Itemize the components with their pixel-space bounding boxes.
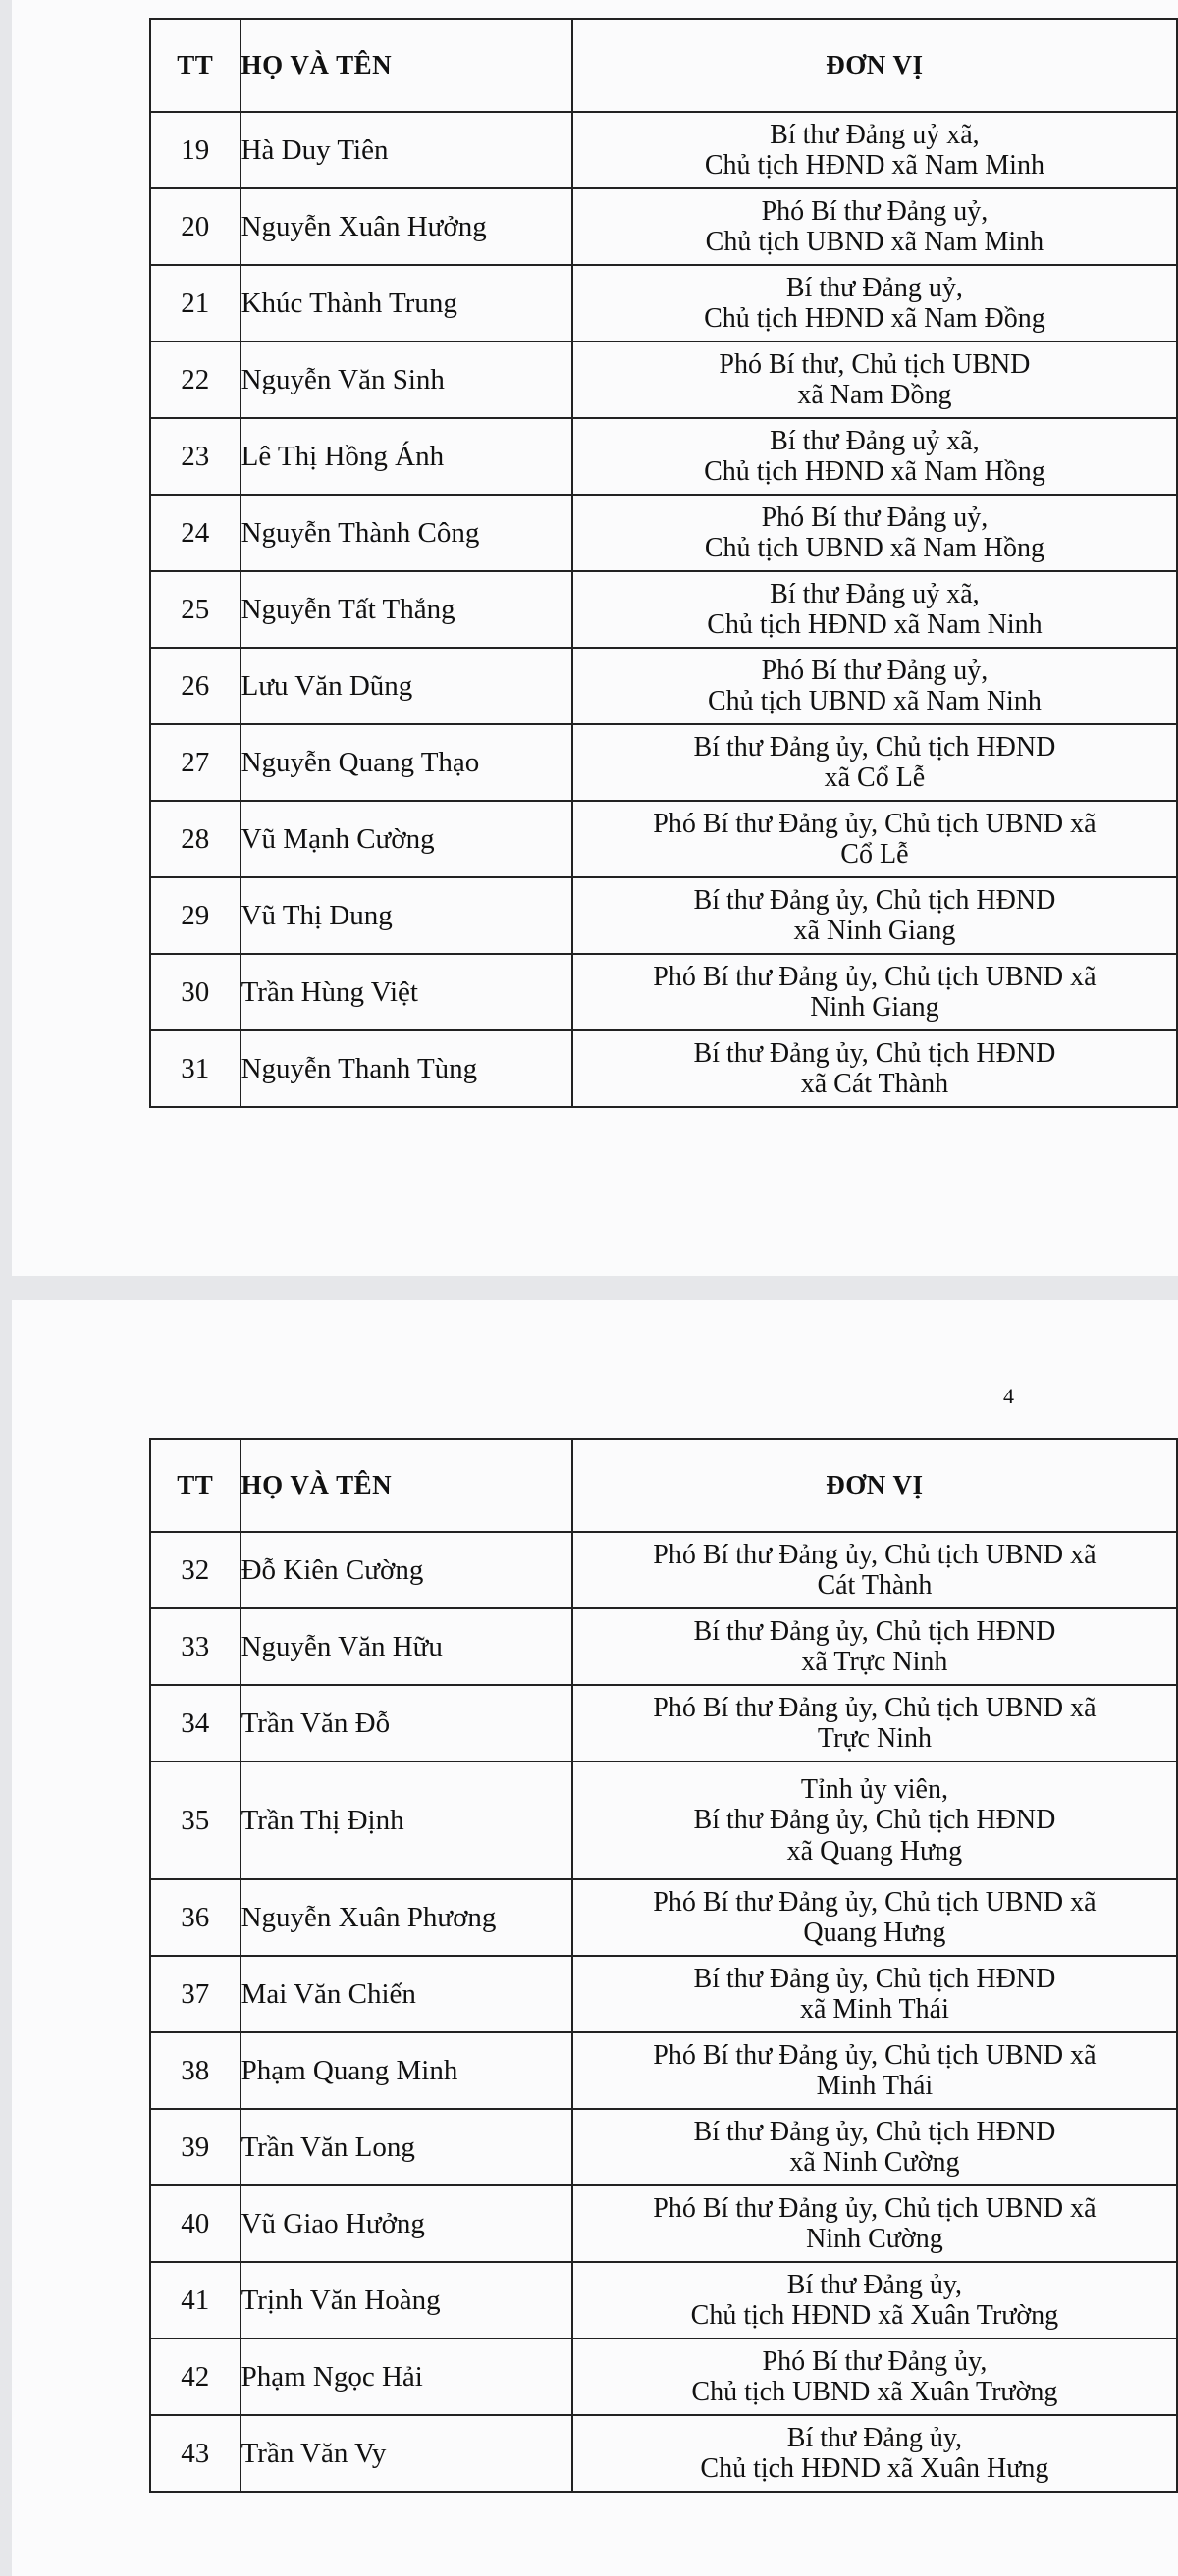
header-tt: TT bbox=[150, 1439, 241, 1532]
unit-line: Phó Bí thư Đảng uỷ, bbox=[761, 195, 989, 227]
table-row bbox=[150, 418, 1177, 495]
full-name: Nguyễn Văn Sinh bbox=[241, 342, 572, 418]
unit-line: xã Ninh Cường bbox=[789, 2147, 960, 2178]
unit-line: xã Trực Ninh bbox=[801, 1647, 948, 1677]
row-number: 31 bbox=[150, 1030, 241, 1107]
table-row bbox=[150, 1761, 1177, 1879]
unit-position bbox=[572, 2262, 1177, 2339]
unit-line: Chủ tịch UBND xã Nam Hồng bbox=[704, 533, 1044, 563]
unit-position bbox=[572, 188, 1177, 265]
unit-line: Cổ Lễ bbox=[840, 839, 909, 869]
unit-line: Chủ tịch HĐND xã Nam Hồng bbox=[704, 456, 1045, 487]
table-row bbox=[150, 342, 1177, 418]
row-number: 23 bbox=[150, 418, 241, 495]
document-page-1 bbox=[12, 0, 1178, 1276]
unit-position bbox=[572, 342, 1177, 418]
full-name: Khúc Thành Trung bbox=[241, 265, 572, 342]
row-number: 22 bbox=[150, 342, 241, 418]
header-tt: TT bbox=[150, 19, 241, 112]
unit-line: Phó Bí thư, Chủ tịch UBND bbox=[719, 348, 1031, 380]
table-row bbox=[150, 1030, 1177, 1107]
full-name: Nguyễn Thanh Tùng bbox=[241, 1030, 572, 1107]
full-name: Nguyễn Xuân Phương bbox=[241, 1879, 572, 1956]
table-row bbox=[150, 2339, 1177, 2415]
row-number: 42 bbox=[150, 2339, 241, 2415]
unit-line: Chủ tịch HĐND xã Nam Ninh bbox=[707, 609, 1043, 640]
unit-position bbox=[572, 112, 1177, 188]
table-row bbox=[150, 2109, 1177, 2185]
full-name: Nguyễn Xuân Hưởng bbox=[241, 188, 572, 265]
unit-position bbox=[572, 1879, 1177, 1956]
unit-position bbox=[572, 2185, 1177, 2262]
unit-line: Bí thư Đảng uỷ, bbox=[785, 272, 963, 303]
full-name: Trần Hùng Việt bbox=[241, 954, 572, 1030]
header-name: HỌ VÀ TÊN bbox=[241, 1439, 572, 1532]
full-name: Nguyễn Quang Thạo bbox=[241, 724, 572, 801]
row-number: 30 bbox=[150, 954, 241, 1030]
unit-position bbox=[572, 1532, 1177, 1608]
unit-line: Phó Bí thư Đảng ủy, bbox=[762, 2345, 988, 2377]
unit-line: Chủ tịch HĐND xã Nam Minh bbox=[704, 150, 1044, 181]
unit-line: Phó Bí thư Đảng ủy, Chủ tịch UBND xã bbox=[653, 2039, 1097, 2071]
unit-line: xã Quang Hưng bbox=[786, 1835, 963, 1866]
row-number: 20 bbox=[150, 188, 241, 265]
officials-table-page-2 bbox=[149, 1438, 1178, 2493]
unit-line: Bí thư Đảng ủy, Chủ tịch HĐND bbox=[693, 1805, 1056, 1836]
unit-line: Chủ tịch HĐND xã Xuân Hưng bbox=[700, 2453, 1049, 2484]
table-row bbox=[150, 1532, 1177, 1608]
table-row bbox=[150, 571, 1177, 648]
unit-line: Minh Thái bbox=[816, 2071, 934, 2101]
full-name: Lưu Văn Dũng bbox=[241, 648, 572, 724]
unit-position bbox=[572, 1608, 1177, 1685]
table-row bbox=[150, 2185, 1177, 2262]
row-number: 28 bbox=[150, 801, 241, 877]
table-row bbox=[150, 1879, 1177, 1956]
row-number: 29 bbox=[150, 877, 241, 954]
unit-line: Phó Bí thư Đảng ủy, Chủ tịch UBND xã bbox=[653, 2192, 1097, 2224]
table-header-row bbox=[150, 19, 1177, 112]
unit-line: Phó Bí thư Đảng uỷ, bbox=[761, 655, 989, 686]
unit-line: Phó Bí thư Đảng ủy, Chủ tịch UBND xã bbox=[653, 1886, 1097, 1918]
full-name: Phạm Ngọc Hải bbox=[241, 2339, 572, 2415]
row-number: 33 bbox=[150, 1608, 241, 1685]
table-row bbox=[150, 801, 1177, 877]
full-name: Đỗ Kiên Cường bbox=[241, 1532, 572, 1608]
row-number: 41 bbox=[150, 2262, 241, 2339]
row-number: 26 bbox=[150, 648, 241, 724]
table-row bbox=[150, 1608, 1177, 1685]
document-page-2 bbox=[12, 1300, 1178, 2576]
row-number: 34 bbox=[150, 1685, 241, 1761]
unit-line: Quang Hưng bbox=[803, 1918, 946, 1948]
unit-position bbox=[572, 2415, 1177, 2492]
unit-position bbox=[572, 418, 1177, 495]
unit-position bbox=[572, 954, 1177, 1030]
unit-position bbox=[572, 877, 1177, 954]
unit-line: Ninh Giang bbox=[810, 992, 939, 1023]
unit-line: Chủ tịch UBND xã Nam Ninh bbox=[707, 686, 1042, 716]
row-number: 19 bbox=[150, 112, 241, 188]
unit-line: xã Minh Thái bbox=[799, 1994, 949, 2024]
full-name: Phạm Quang Minh bbox=[241, 2032, 572, 2109]
unit-line: Bí thư Đảng ủy, bbox=[786, 2422, 963, 2453]
unit-line: Bí thư Đảng ủy, Chủ tịch HĐND bbox=[693, 731, 1056, 762]
unit-line: Phó Bí thư Đảng uỷ, bbox=[761, 501, 989, 533]
table-row bbox=[150, 1956, 1177, 2032]
unit-line: Bí thư Đảng uỷ xã, bbox=[770, 578, 980, 609]
table-row bbox=[150, 188, 1177, 265]
unit-position bbox=[572, 2032, 1177, 2109]
full-name: Lê Thị Hồng Ánh bbox=[241, 418, 572, 495]
table-row bbox=[150, 648, 1177, 724]
unit-line: Phó Bí thư Đảng ủy, Chủ tịch UBND xã bbox=[653, 808, 1097, 839]
table-row bbox=[150, 112, 1177, 188]
table-row bbox=[150, 724, 1177, 801]
unit-line: xã Cổ Lễ bbox=[824, 762, 926, 793]
full-name: Nguyễn Thành Công bbox=[241, 495, 572, 571]
unit-position bbox=[572, 724, 1177, 801]
row-number: 35 bbox=[150, 1761, 241, 1879]
full-name: Mai Văn Chiến bbox=[241, 1956, 572, 2032]
full-name: Vũ Mạnh Cường bbox=[241, 801, 572, 877]
unit-line: Bí thư Đảng ủy, bbox=[786, 2269, 963, 2300]
full-name: Hà Duy Tiên bbox=[241, 112, 572, 188]
unit-position bbox=[572, 495, 1177, 571]
unit-line: Cát Thành bbox=[817, 1570, 933, 1601]
table-row bbox=[150, 954, 1177, 1030]
unit-position bbox=[572, 648, 1177, 724]
row-number: 37 bbox=[150, 1956, 241, 2032]
table-row bbox=[150, 2262, 1177, 2339]
unit-position bbox=[572, 265, 1177, 342]
unit-line: Bí thư Đảng uỷ xã, bbox=[770, 119, 980, 150]
row-number: 36 bbox=[150, 1879, 241, 1956]
unit-line: Bí thư Đảng ủy, Chủ tịch HĐND bbox=[693, 2116, 1056, 2147]
table-row bbox=[150, 877, 1177, 954]
full-name: Trần Văn Đỗ bbox=[241, 1685, 572, 1761]
full-name: Trịnh Văn Hoàng bbox=[241, 2262, 572, 2339]
page-number: 4 bbox=[1003, 1384, 1014, 1408]
row-number: 39 bbox=[150, 2109, 241, 2185]
unit-position bbox=[572, 1685, 1177, 1761]
unit-line: Tỉnh ủy viên, bbox=[800, 1773, 948, 1805]
table-row bbox=[150, 495, 1177, 571]
table-header-row bbox=[150, 1439, 1177, 1532]
row-number: 32 bbox=[150, 1532, 241, 1608]
row-number: 40 bbox=[150, 2185, 241, 2262]
unit-line: Bí thư Đảng ủy, Chủ tịch HĐND bbox=[693, 1037, 1056, 1069]
unit-line: Phó Bí thư Đảng ủy, Chủ tịch UBND xã bbox=[653, 1692, 1097, 1723]
unit-line: Trực Ninh bbox=[817, 1723, 932, 1754]
row-number: 21 bbox=[150, 265, 241, 342]
unit-line: Bí thư Đảng ủy, Chủ tịch HĐND bbox=[693, 884, 1056, 916]
unit-line: Bí thư Đảng ủy, Chủ tịch HĐND bbox=[693, 1615, 1056, 1647]
full-name: Trần Văn Vy bbox=[241, 2415, 572, 2492]
full-name: Nguyễn Văn Hữu bbox=[241, 1608, 572, 1685]
unit-position bbox=[572, 2339, 1177, 2415]
unit-line: Bí thư Đảng uỷ xã, bbox=[770, 425, 980, 456]
unit-line: xã Nam Đồng bbox=[797, 380, 952, 410]
table-row bbox=[150, 265, 1177, 342]
officials-table-page-1 bbox=[149, 18, 1178, 1108]
unit-position bbox=[572, 571, 1177, 648]
unit-line: Ninh Cường bbox=[806, 2224, 943, 2254]
unit-position bbox=[572, 1956, 1177, 2032]
unit-line: Phó Bí thư Đảng ủy, Chủ tịch UBND xã bbox=[653, 1539, 1097, 1570]
table-row bbox=[150, 1685, 1177, 1761]
row-number: 38 bbox=[150, 2032, 241, 2109]
full-name: Vũ Thị Dung bbox=[241, 877, 572, 954]
row-number: 24 bbox=[150, 495, 241, 571]
unit-line: Phó Bí thư Đảng ủy, Chủ tịch UBND xã bbox=[653, 961, 1097, 992]
unit-position bbox=[572, 801, 1177, 877]
unit-line: Chủ tịch UBND xã Nam Minh bbox=[705, 227, 1044, 257]
unit-line: xã Cát Thành bbox=[800, 1069, 949, 1099]
full-name: Nguyễn Tất Thắng bbox=[241, 571, 572, 648]
unit-line: Chủ tịch HĐND xã Nam Đồng bbox=[704, 303, 1045, 334]
full-name: Trần Văn Long bbox=[241, 2109, 572, 2185]
unit-line: Bí thư Đảng ủy, Chủ tịch HĐND bbox=[693, 1963, 1056, 1994]
row-number: 43 bbox=[150, 2415, 241, 2492]
unit-position bbox=[572, 2109, 1177, 2185]
full-name: Trần Thị Định bbox=[241, 1761, 572, 1879]
header-name: HỌ VÀ TÊN bbox=[241, 19, 572, 112]
unit-position bbox=[572, 1761, 1177, 1879]
unit-line: Chủ tịch UBND xã Xuân Trường bbox=[691, 2377, 1058, 2407]
header-unit: ĐƠN VỊ bbox=[572, 1439, 1177, 1532]
unit-position bbox=[572, 1030, 1177, 1107]
row-number: 27 bbox=[150, 724, 241, 801]
table-row bbox=[150, 2415, 1177, 2492]
row-number: 25 bbox=[150, 571, 241, 648]
table-row bbox=[150, 2032, 1177, 2109]
header-unit: ĐƠN VỊ bbox=[572, 19, 1177, 112]
unit-line: Chủ tịch HĐND xã Xuân Trường bbox=[690, 2300, 1059, 2331]
full-name: Vũ Giao Hưởng bbox=[241, 2185, 572, 2262]
unit-line: xã Ninh Giang bbox=[793, 916, 956, 946]
